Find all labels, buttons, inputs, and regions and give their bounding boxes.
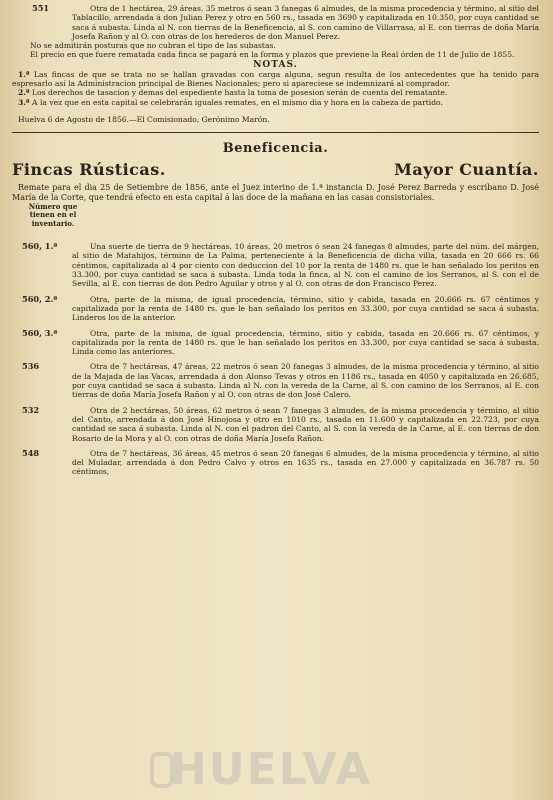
auction-lead: Remate para el dia 25 de Setiembre de 1856, ante el Juez interino de 1.ª instancia D. José Perez Barreda y escribano D. José María de la Corte, que tendrá efecto en esta capital á las doce de la mañana en las casas consistoriales. [12, 182, 539, 202]
entry-text: Otra de 7 hectáreas, 47 áreas, 22 metros ó sean 20 fanegas 3 almudes, de la misma procedencia y término, al sitio de la Majada de las Vacas, arrendada á don Alonso Tevas y otros en 1186 rs., tasada en 4050 y capitalizada en 26.685, por cuya cantidad se saca á subasta. Linda al N. con la vereda de la Carne, al S. con camino de los Serranos, al E. con tierras de doña María Josefa Rañon y al O. con otras de don José Calero. [72, 362, 539, 400]
section-left-heading: Fincas Rústicas. [12, 159, 166, 179]
list-item [12, 242, 539, 288]
list-item [12, 329, 539, 357]
list-item [12, 406, 539, 443]
entry-number: 560, 2.ª [22, 293, 58, 304]
entry-number: 551 [32, 3, 50, 13]
payment-condition: El precio en que fuere rematada cada finca se pagará en la forma y plazos que previene la Real órden de 11 de Julio de 1855. [30, 50, 515, 60]
section-right-heading: Mayor Cuantía. [394, 159, 539, 179]
section-header [12, 160, 539, 179]
entry-number: 548 [22, 447, 40, 458]
entry-text: Otra, parte de la misma, de igual procedencia, término, sitio y cabida, tasada en 20.666 rs. 67 céntimos, y capitalizada por la renta de 1480 rs. que le han señalado los peritos en 33.300, por cuya cantidad se saca á subasta. Linda como las anteriores. [72, 328, 539, 357]
entry-number: 536 [22, 361, 40, 372]
column-header: Número que tienen en el inventario. [28, 201, 78, 228]
section-title: Beneficencia. [222, 140, 329, 156]
notes-title: NOTAS. [253, 59, 298, 70]
list-item [12, 449, 539, 477]
list-item [12, 362, 539, 399]
entry-number: 532 [22, 404, 40, 415]
entry-number: 560, 1.ª [22, 241, 58, 252]
note-item: 2.ª Los derechos de tasacion y demas del espediente hasta la toma de posesion serán de cuenta del rematante. [18, 88, 448, 98]
entry-number: 560, 3.ª [22, 327, 58, 338]
entry-text: Otra, parte de la misma, de igual procedencia, término, sitio y cabida, tasada en 20.666 rs. 67 céntimos y capitalizada por la renta de 1480 rs. que le han señalado los peritos en 33.300, por cuya cantidad se saca á subasta. Linderos los de la anterior. [72, 294, 539, 323]
entry-text: Una suerte de tierra de 9 hectáreas, 10 áreas, 20 metros ó sean 24 fanegas 8 almudes, parte del núm. del márgen, al sitio de Matahijos, término de La Palma, perteneciente á la Beneficencia de dicha villa, tasada en 20 666 rs. 66 céntimos, capitalizada al 4 por ciento con deduccion del 10 por la renta de 1480 rs. que le han señalado los peritos en 33.300, por cuya cantidad se saca á subasta. Linda toda la finca, al N. con el camino de los Serranos, al S. con el de Sevilla, al E. con tierras de don Pedro Aguilar y otros y al O. con otras de don Francisco Perez. [72, 242, 539, 289]
list-item [12, 4, 539, 41]
entries-list [12, 242, 539, 477]
signature-line: Huelva 6 de Agosto de 1856.—El Comisionado, Gerónimo Marón. [18, 114, 270, 124]
entry-text: Otra de 1 hectárea, 29 áreas. 35 metros ó sean 3 fanegas 6 almudes, de la misma procedencia y término, al sitio del Tablacillo, arrendada á don Julian Perez y otro en 560 rs., tasada en 3690 y capitalizada en 10.350, por cuya cantidad se saca á subasta. Linda al N. con tierras de la Beneficencia, al S. con camino de Villarrasa, al E. con tierras de doña María Josefa Rañon y al O. con otras de los herederos de don Manuel Perez. [72, 4, 539, 41]
entry-text: Otra de 7 hectáreas, 36 áreas, 45 metros ó sean 20 fanegas 6 almudes, de la misma procedencia y término, al sitio del Muladar, arrendada á don Pedro Calvo y otros en 1635 rs., tasada en 27.000 y capitalizada en 36.787 rs. 50 céntimos, [72, 448, 539, 477]
note-item: 1.ª Las fincas de que se trata no se hallan gravadas con carga alguna, segun resulta de los antecedentes que ha tenido para espresarlo así la Administracion principal de Bienes Nacionales; pero si apareciese se indemnizará al comprador. [12, 69, 539, 89]
divider [12, 132, 539, 133]
note-item: 3.ª A la vez que en esta capital se celebrarán iguales remates, en el mismo dia y hora en la cabeza de partido. [18, 97, 443, 107]
entry-text: Otra de 2 hectáreas, 50 áreas, 62 metros ó sean 7 fanegas 3 almudes, de la misma procedencia y término, al sitio del Canto, arrendada á don José Hinojosa y otro en 1010 rs., tasada en 11.600 y capitalizada en 22.723, por cuya cantidad se saca á subasta. Linda al N. con el padron del Canto, al S. con la vereda de la Carne, al E. con tierras de don Rosario de la Mora y al O. con otras de doña María Josefa Rañon. [72, 405, 539, 443]
auction-condition: No se admitirán posturas que no cubran el tipo de las subastas. [30, 41, 276, 51]
list-item [12, 295, 539, 323]
watermark: HUELVA [170, 744, 372, 795]
